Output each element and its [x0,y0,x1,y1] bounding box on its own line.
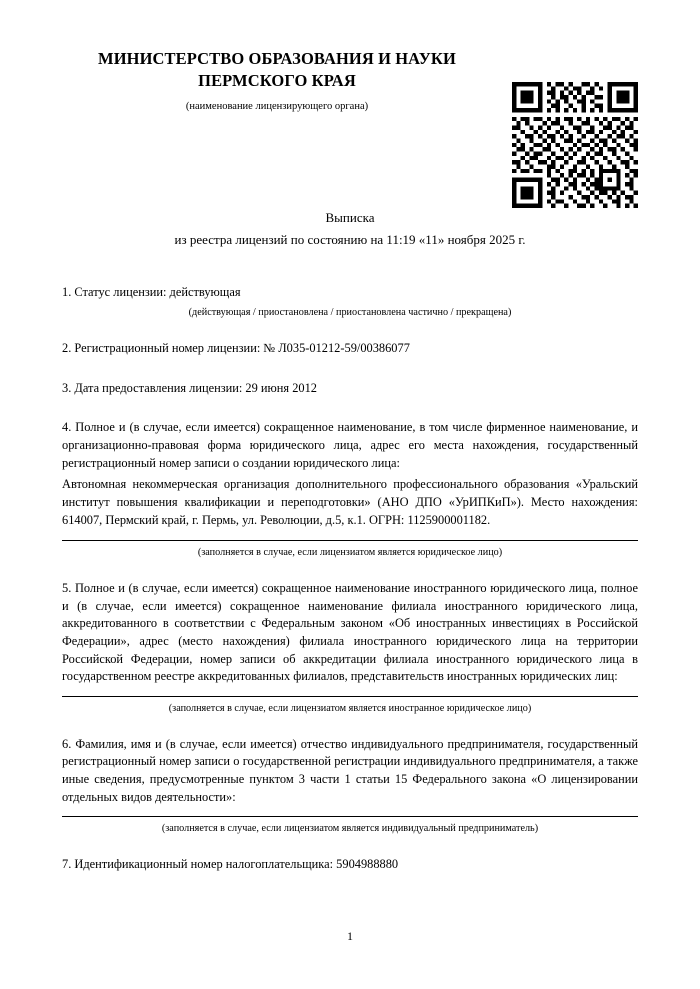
ministry-subtitle: (наименование лицензирующего органа) [185,100,369,112]
item-3-issue-date: 3. Дата предоставления лицензии: 29 июня 2012 [62,380,318,395]
divider-item-4 [62,540,638,541]
item-5-foreign-entity-label: 5. Полное и (в случае, если имеется) сокращенное наименование иностранного юридического лица, полное и (в случае, если имеется) сокращенное наименование филиала иностранного юридического лица, аккредитованного в соответствии с Федеральным законом «Об иностранных инвестициях в Российской Федерации», адрес (место нахождения) филиала иностранного юридического лица на территории Российской Федерации, номер записи об аккредитации филиала иностранного юридического лица в государственном реестре аккредитованных филиалов, представительств иностранных юридических лиц: [62,581,638,684]
item-2-registration-number: 2. Регистрационный номер лицензии: № Л035-01212-59/00386077 [62,341,410,356]
item-4-legal-entity-label: 4. Полное и (в случае, если имеется) сокращенное наименование, в том числе фирменное наименование, и организационно-правовая форма юридического лица, адрес его места нахождения, государственный регистрационный номер записи о создании юридического лица: [62,420,638,470]
item-6-note: (заполняется в случае, если лицензиатом является индивидуальный предприниматель) [161,823,539,835]
ministry-title-line1: МИНИСТЕРСТВО ОБРАЗОВАНИЯ И НАУКИ [98,49,456,68]
item-4-note: (заполняется в случае, если лицензиатом является юридическое лицо) [197,547,503,559]
document-header [62,0,492,112]
divider-item-5 [62,696,638,697]
item-5-note: (заполняется в случае, если лицензиатом является иностранное юридическое лицо) [168,702,532,714]
item-1-status: 1. Статус лицензии: действующая [62,284,241,299]
page-number: 1 [347,929,353,943]
document-title-block [62,208,638,250]
document-subtitle: из реестра лицензий по состоянию на 11:19 «11» ноября 2025 г. [174,232,526,248]
item-7-taxpayer-number: 7. Идентификационный номер налогоплательщика: 5904988880 [62,857,399,872]
item-1-note: (действующая / приостановлена / приостановлена частично / прекращена) [188,307,512,319]
ministry-title-line2: ПЕРМСКОГО КРАЯ [198,70,356,90]
item-6-individual-entrepreneur-label: 6. Фамилия, имя и (в случае, если имеется) отчество индивидуального предпринимателя, государственный регистрационный номер записи о государственной регистрации индивидуального предпринимателя, а также иные сведения, предусмотренные пунктом 3 части 1 статьи 15 Федерального закона «О лицензировании отдельных видов деятельности»: [62,736,638,804]
document-title: Выписка [325,209,375,225]
divider-item-6 [62,816,638,817]
item-4-legal-entity-value: Автономная некоммерческая организация дополнительного профессионального образования «Уральский институт повышения квалификации и переподготовки» (АНО ДПО «УрИПКиП»). Место нахождения: 614007, Пермский край, г. Пермь, ул. Революции, д.5, к.1. ОГРН: 1125900001182. [62,477,638,528]
qr-code [512,82,638,208]
